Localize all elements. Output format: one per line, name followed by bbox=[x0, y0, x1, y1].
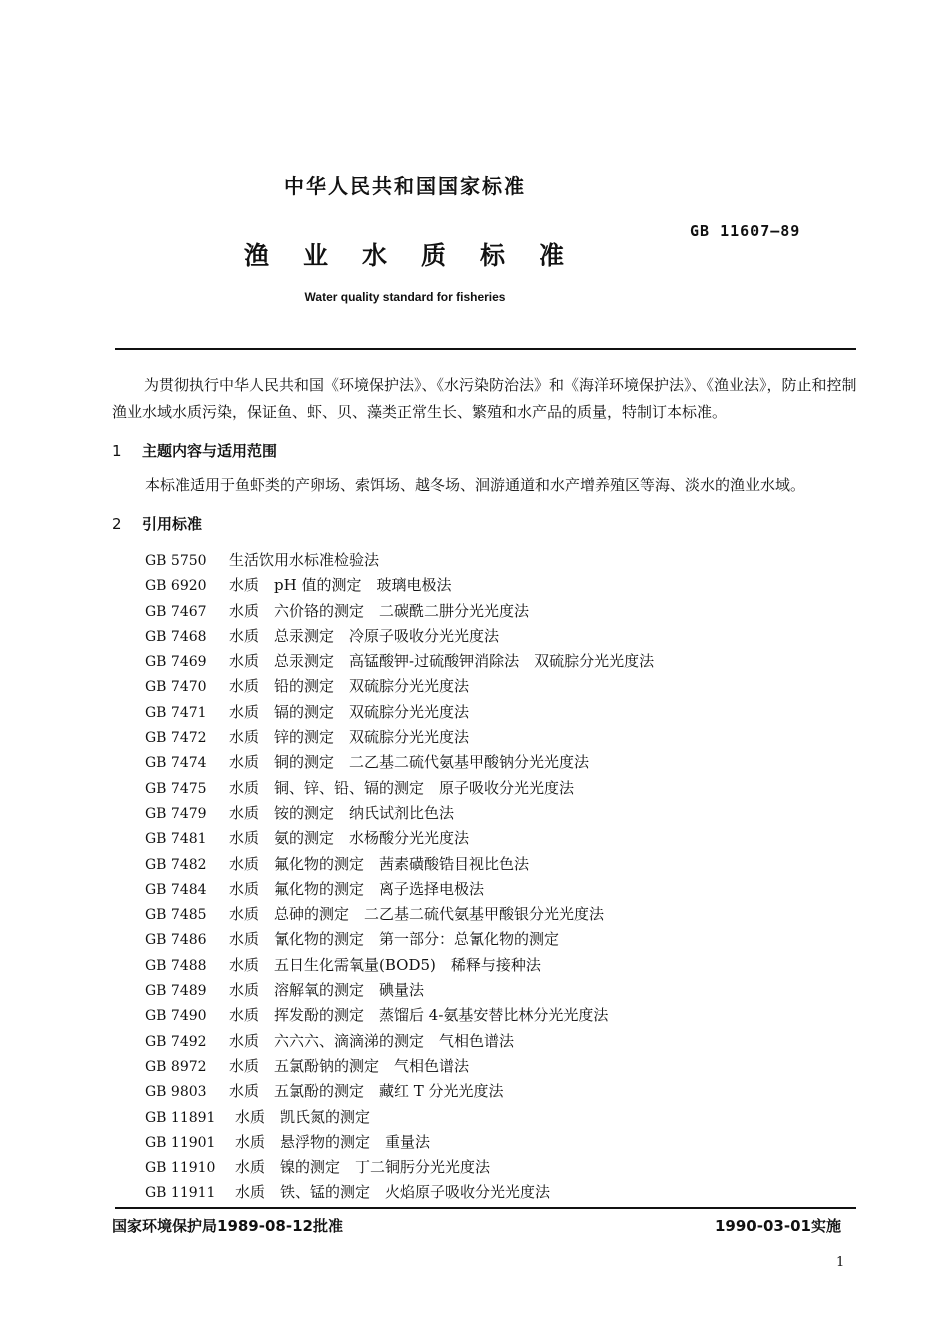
reference-code: GB 7467 bbox=[145, 603, 207, 620]
reference-code: GB 11901 bbox=[145, 1134, 216, 1151]
reference-item bbox=[145, 700, 845, 725]
reference-item bbox=[145, 1029, 845, 1054]
reference-code: GB 6920 bbox=[145, 578, 207, 595]
reference-title: 水质 氰化物的测定 第一部分：总氰化物的测定 bbox=[229, 930, 560, 949]
reference-code: GB 7471 bbox=[145, 704, 207, 721]
reference-code: GB 9803 bbox=[145, 1084, 207, 1101]
reference-title: 水质 六价铬的测定 二碳酰二肼分光光度法 bbox=[229, 601, 530, 620]
reference-title: 水质 悬浮物的测定 重量法 bbox=[235, 1132, 431, 1151]
reference-item bbox=[145, 953, 845, 978]
reference-code: GB 7488 bbox=[145, 957, 207, 974]
reference-title: 水质 铅的测定 双硫腙分光光度法 bbox=[229, 677, 470, 696]
reference-title: 水质 总汞测定 高锰酸钾-过硫酸钾消除法 双硫腙分光光度法 bbox=[229, 652, 655, 671]
reference-code: GB 7485 bbox=[145, 907, 207, 924]
reference-title: 水质 总汞测定 冷原子吸收分光光度法 bbox=[229, 626, 500, 645]
reference-code: GB 7479 bbox=[145, 805, 207, 822]
reference-item bbox=[145, 776, 845, 801]
reference-title: 水质 五日生化需氧量(BOD5) 稀释与接种法 bbox=[229, 955, 541, 974]
reference-item bbox=[145, 725, 845, 750]
reference-title: 水质 锌的测定 双硫腙分光光度法 bbox=[229, 728, 470, 747]
reference-title: 水质 总砷的测定 二乙基二硫代氨基甲酸银分光光度法 bbox=[229, 905, 605, 924]
reference-item bbox=[145, 599, 845, 624]
reference-item bbox=[145, 1079, 845, 1104]
reference-code: GB 7486 bbox=[145, 932, 207, 949]
reference-item bbox=[145, 1155, 845, 1180]
reference-item bbox=[145, 573, 845, 598]
reference-title: 水质 溶解氧的测定 碘量法 bbox=[229, 981, 425, 1000]
reference-item bbox=[145, 801, 845, 826]
standard-title: 渔业水质标准 bbox=[244, 241, 599, 270]
standard-code: GB 11607—89 bbox=[690, 222, 801, 240]
reference-item bbox=[145, 1054, 845, 1079]
page-number: 1 bbox=[836, 1255, 845, 1270]
section-2-heading bbox=[112, 513, 202, 534]
reference-item bbox=[145, 1180, 845, 1205]
section-1-number: 1 bbox=[112, 442, 122, 460]
reference-title: 水质 凯氏氮的测定 bbox=[235, 1107, 371, 1126]
approval-date: 国家环境保护局1989-08-12批准 bbox=[112, 1217, 343, 1235]
reference-code: GB 7484 bbox=[145, 881, 207, 898]
reference-title: 水质 五氯酚钠的测定 气相色谱法 bbox=[229, 1056, 470, 1075]
reference-code: GB 7492 bbox=[145, 1033, 207, 1050]
reference-title: 水质 铜、锌、铅、镉的测定 原子吸收分光光度法 bbox=[229, 778, 575, 797]
reference-item bbox=[145, 1105, 845, 1130]
reference-title: 水质 挥发酚的测定 蒸馏后 4-氨基安替比林分光光度法 bbox=[229, 1006, 609, 1025]
section-2-title: 引用标准 bbox=[142, 515, 203, 533]
reference-code: GB 7474 bbox=[145, 755, 207, 772]
standard-title-english: Water quality standard for fisheries bbox=[304, 290, 506, 304]
effective-date: 1990-03-01实施 bbox=[715, 1217, 841, 1235]
section-2-number: 2 bbox=[112, 515, 122, 533]
reference-code: GB 7490 bbox=[145, 1008, 207, 1025]
reference-title: 水质 铵的测定 纳氏试剂比色法 bbox=[229, 803, 455, 822]
reference-item bbox=[145, 1003, 845, 1028]
reference-title: 水质 氟化物的测定 茜素磺酸锆目视比色法 bbox=[229, 854, 530, 873]
reference-title: 水质 五氯酚的测定 藏红 T 分光光度法 bbox=[229, 1082, 504, 1101]
reference-item bbox=[145, 852, 845, 877]
intro-paragraph: 为贯彻执行中华人民共和国《环境保护法》、《水污染防治法》和《海洋环境保护法》、《渔业法》，防止和控制渔业水域水质污染，保证鱼、虾、贝、藻类正常生长、繁殖和水产品的质量，特制订本标准。 bbox=[112, 376, 857, 421]
reference-code: GB 7482 bbox=[145, 856, 207, 873]
section-1-body: 本标准适用于鱼虾类的产卵场、索饵场、越冬场、洄游通道和水产增养殖区等海、淡水的渔业水域。 bbox=[145, 476, 806, 494]
reference-title: 水质 镍的测定 丁二铜肟分光光度法 bbox=[235, 1158, 491, 1177]
issuer-title: 中华人民共和国国家标准 bbox=[284, 174, 526, 198]
reference-title: 生活饮用水标准检验法 bbox=[229, 551, 380, 569]
reference-title: 水质 铜的测定 二乙基二硫代氨基甲酸钠分光光度法 bbox=[229, 753, 590, 772]
reference-item bbox=[145, 877, 845, 902]
reference-item bbox=[145, 902, 845, 927]
reference-item bbox=[145, 927, 845, 952]
reference-item bbox=[145, 750, 845, 775]
reference-code: GB 7469 bbox=[145, 654, 207, 671]
reference-item bbox=[145, 978, 845, 1003]
reference-title: 水质 pH 值的测定 玻璃电极法 bbox=[229, 576, 452, 595]
reference-code: GB 7475 bbox=[145, 780, 207, 797]
reference-title: 水质 六六六、滴滴涕的测定 气相色谱法 bbox=[229, 1031, 515, 1050]
reference-title: 水质 镉的测定 双硫腙分光光度法 bbox=[229, 702, 470, 721]
reference-code: GB 8972 bbox=[145, 1058, 207, 1075]
reference-code: GB 11910 bbox=[145, 1160, 216, 1177]
reference-code: GB 11891 bbox=[145, 1109, 216, 1126]
reference-item bbox=[145, 1130, 845, 1155]
bottom-divider bbox=[115, 1207, 856, 1209]
reference-code: GB 5750 bbox=[145, 553, 207, 569]
top-divider bbox=[115, 348, 856, 350]
reference-code: GB 7472 bbox=[145, 730, 207, 747]
section-1-title: 主题内容与适用范围 bbox=[142, 442, 278, 460]
reference-title: 水质 铁、锰的测定 火焰原子吸收分光光度法 bbox=[235, 1183, 551, 1202]
section-1-heading bbox=[112, 440, 277, 461]
reference-code: GB 7489 bbox=[145, 983, 207, 1000]
reference-item bbox=[145, 674, 845, 699]
reference-item bbox=[145, 624, 845, 649]
reference-code: GB 7468 bbox=[145, 628, 207, 645]
reference-code: GB 7481 bbox=[145, 831, 207, 848]
reference-title: 水质 氨的测定 水杨酸分光光度法 bbox=[229, 829, 470, 848]
reference-item bbox=[145, 826, 845, 851]
reference-list bbox=[145, 548, 845, 1206]
reference-item bbox=[145, 548, 845, 573]
reference-code: GB 7470 bbox=[145, 679, 207, 696]
reference-code: GB 11911 bbox=[145, 1185, 216, 1202]
reference-title: 水质 氟化物的测定 离子选择电极法 bbox=[229, 879, 485, 898]
reference-item bbox=[145, 649, 845, 674]
